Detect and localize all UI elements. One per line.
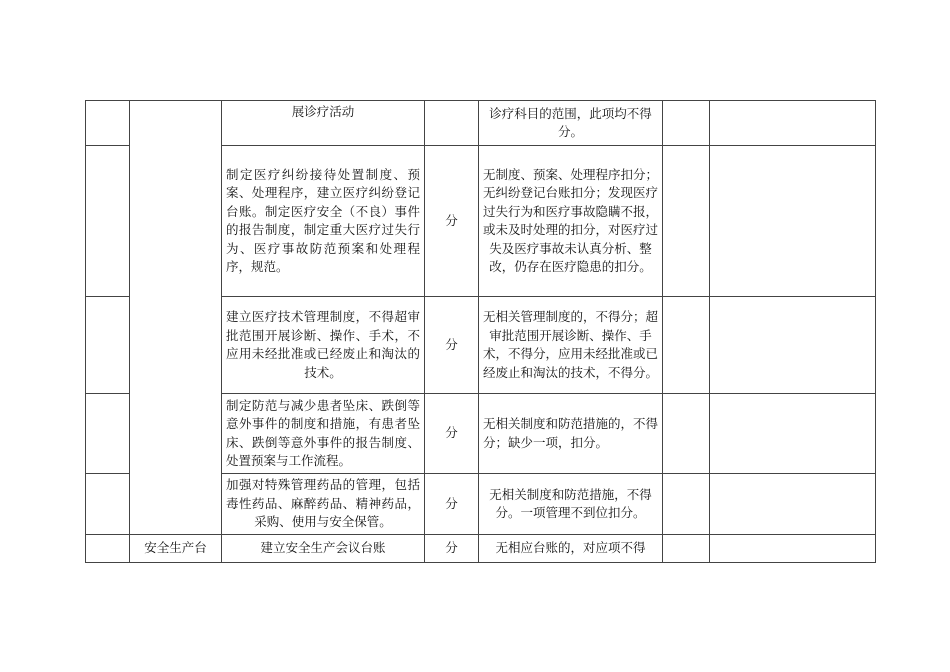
deduction-cell (663, 101, 710, 146)
score-cell: 分 (425, 474, 479, 535)
col-index-cell (86, 474, 130, 535)
col-index-cell (86, 146, 130, 297)
table-row (86, 101, 876, 146)
score-cell: 分 (425, 535, 479, 563)
item-cell: 制定防范与减少患者坠床、跌倒等意外事件的制度和措施，有患者坠床、跌倒等意外事件的报告制度、处置预案与工作流程。 (222, 394, 425, 474)
rule-cell: 无相关制度和防范措施，不得分。一项管理不到位扣分。 (479, 474, 663, 535)
col-index-cell (86, 101, 130, 146)
score-cell: 分 (425, 297, 479, 394)
deduction-cell (663, 146, 710, 297)
category-cell (130, 101, 222, 535)
score-cell: 分 (425, 146, 479, 297)
rule-cell: 无相关制度和防范措施的，不得分；缺少一项，扣分。 (479, 394, 663, 474)
remark-cell (710, 535, 876, 563)
item-cell: 展诊疗活动 (222, 101, 425, 146)
item-cell: 建立医疗技术管理制度，不得超审批范围开展诊断、操作、手术，不应用未经批准或已经废止和淘汰的技术。 (222, 297, 425, 394)
score-cell: 分 (425, 394, 479, 474)
rule-cell: 无制度、预案、处理程序扣分；无纠纷登记台账扣分；发现医疗过失行为和医疗事故隐瞒不报，或未及时处理的扣分，对医疗过失及医疗事故未认真分析、整改，仍存在医疗隐患的扣分。 (479, 146, 663, 297)
remark-cell (710, 297, 876, 394)
remark-cell (710, 394, 876, 474)
deduction-cell (663, 394, 710, 474)
deduction-cell (663, 297, 710, 394)
col-index-cell (86, 394, 130, 474)
remark-cell (710, 146, 876, 297)
item-cell: 建立安全生产会议台账 (222, 535, 425, 563)
item-cell: 制定医疗纠纷接待处置制度、预案、处理程序，建立医疗纠纷登记台账。制定医疗安全（不良）事件的报告制度，制定重大医疗过失行为、医疗事故防范预案和处理程序，规范。 (222, 146, 425, 297)
table-row (86, 535, 876, 563)
inspection-table (85, 100, 876, 563)
rule-cell: 诊疗科目的范围，此项均不得分。 (479, 101, 663, 146)
subcategory-cell: 安全生产台 (130, 535, 222, 563)
col-index-cell (86, 297, 130, 394)
remark-cell (710, 101, 876, 146)
remark-cell (710, 474, 876, 535)
deduction-cell (663, 474, 710, 535)
score-cell (425, 101, 479, 146)
rule-cell: 无相应台账的，对应项不得 (479, 535, 663, 563)
deduction-cell (663, 535, 710, 563)
col-index-cell (86, 535, 130, 563)
rule-cell: 无相关管理制度的，不得分；超审批范围开展诊断、操作、手术，不得分，应用未经批准或已经废止和淘汰的技术，不得分。 (479, 297, 663, 394)
item-cell: 加强对特殊管理药品的管理，包括毒性药品、麻醉药品、精神药品，采购、使用与安全保管。 (222, 474, 425, 535)
